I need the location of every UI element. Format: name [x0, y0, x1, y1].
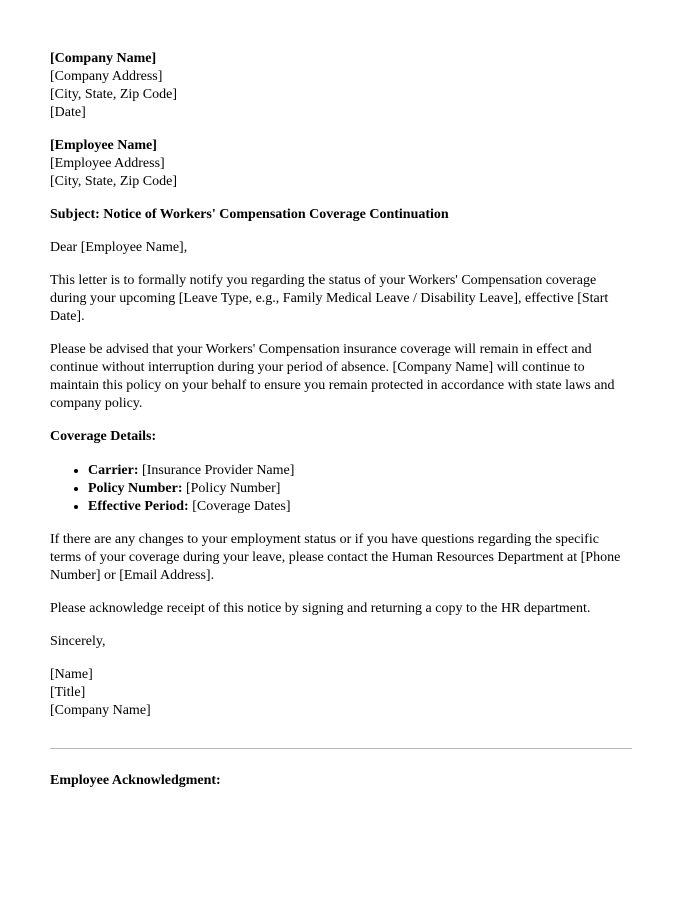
coverage-item-carrier: [88, 462, 632, 480]
coverage-item-label: Policy Number:: [88, 481, 183, 496]
letter-date: [Date]: [50, 105, 86, 120]
recipient-name: [Employee Name]: [50, 138, 157, 153]
sender-address-block: [50, 50, 632, 122]
coverage-item-label: Effective Period:: [88, 499, 189, 514]
signature-title: [Title]: [50, 685, 86, 700]
coverage-item-value: [Policy Number]: [182, 481, 281, 496]
subject-line: Subject: Notice of Workers' Compensation Coverage Continuation: [50, 207, 449, 222]
signature-name: [Name]: [50, 667, 93, 682]
coverage-details-heading: Coverage Details:: [50, 429, 157, 444]
body-paragraph-4: Please acknowledge receipt of this notice by signing and returning a copy to the HR department.: [50, 601, 591, 616]
body-paragraph-3: If there are any changes to your employment status or if you have questions regarding the specific terms of your coverage during your leave, please contact the Human Resources Department at [Phone Number] or [Email Address].: [50, 532, 621, 583]
coverage-details-list: [50, 462, 632, 516]
salutation: Dear [Employee Name],: [50, 240, 188, 255]
section-divider: [50, 748, 632, 749]
coverage-item-label: Carrier:: [88, 463, 139, 478]
signature-block: [50, 666, 632, 720]
body-paragraph-1: This letter is to formally notify you regarding the status of your Workers' Compensation coverage during your upcoming [Leave Type, e.g., Family Medical Leave / Disability Leave], effective [Start Date].: [50, 273, 609, 324]
recipient-city-state-zip: [City, State, Zip Code]: [50, 174, 178, 189]
signature-company: [Company Name]: [50, 703, 151, 718]
coverage-item-value: [Coverage Dates]: [188, 499, 291, 514]
sender-company-address: [Company Address]: [50, 69, 163, 84]
coverage-item-policy-number: [88, 480, 632, 498]
sender-company-name: [Company Name]: [50, 51, 157, 66]
employee-acknowledgment-heading: Employee Acknowledgment:: [50, 773, 221, 788]
coverage-item-value: [Insurance Provider Name]: [138, 463, 295, 478]
closing: Sincerely,: [50, 634, 106, 649]
recipient-address: [Employee Address]: [50, 156, 165, 171]
coverage-item-effective-period: [88, 498, 632, 516]
sender-city-state-zip: [City, State, Zip Code]: [50, 87, 178, 102]
recipient-address-block: [50, 137, 632, 191]
body-paragraph-2: Please be advised that your Workers' Compensation insurance coverage will remain in effect and continue without interruption during your period of absence. [Company Name] will continue to maintain this policy on your behalf to ensure you remain protected in accordance with state laws and company policy.: [50, 342, 615, 411]
